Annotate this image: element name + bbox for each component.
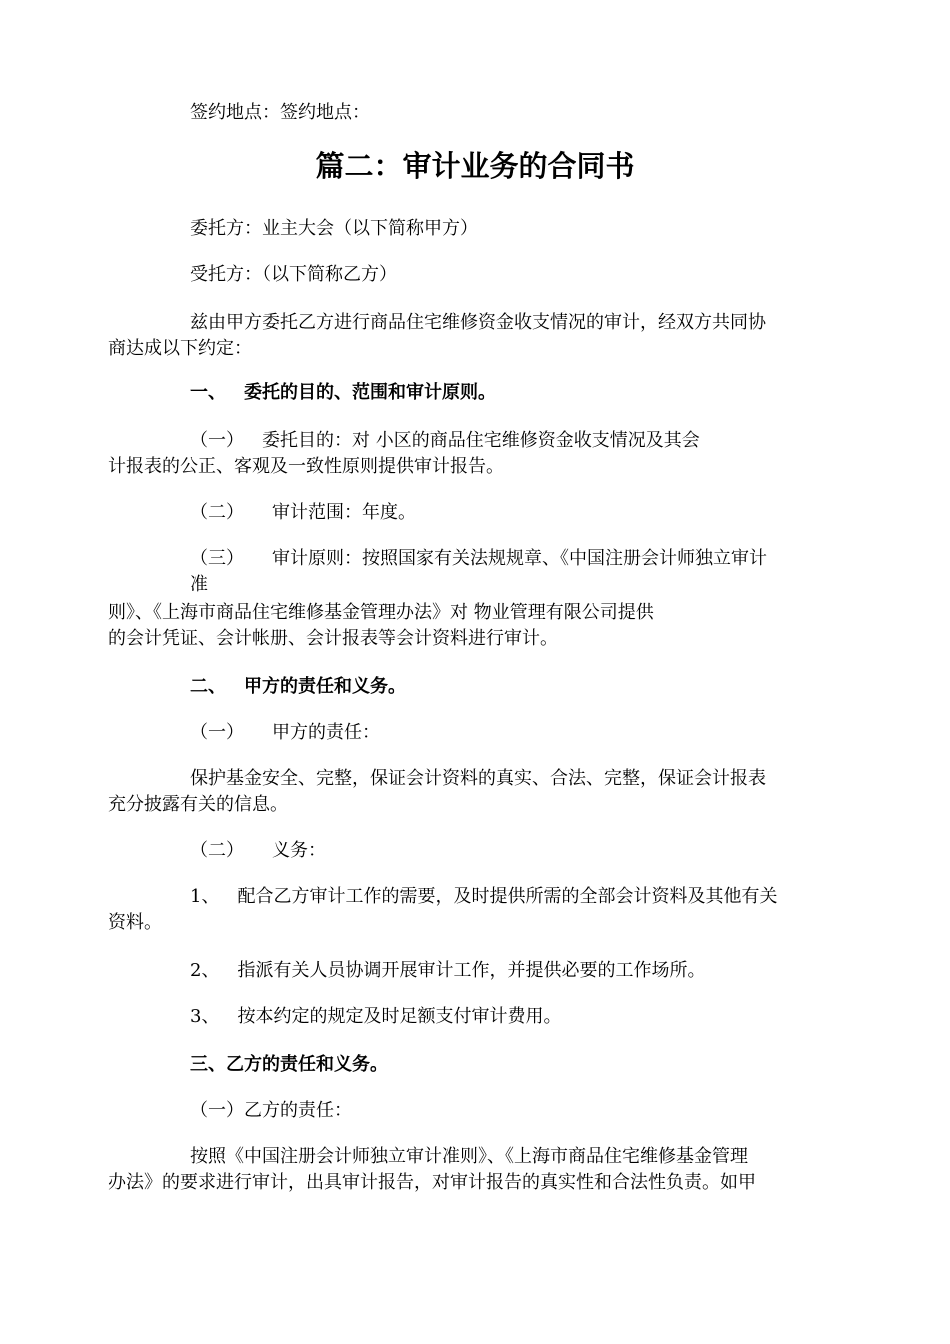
item-label: （二） (190, 502, 244, 523)
item-label: （三） (190, 548, 244, 569)
client-party: 委托方：业主大会（以下简称甲方） (190, 218, 478, 239)
section3-sub1: （一）乙方的责任： (190, 1100, 352, 1121)
section1-item2 (190, 500, 416, 526)
item-label: （二） (190, 840, 244, 861)
section1-item3-continued: 的会计凭证、会计帐册、会计报表等会计资料进行审计。 (108, 628, 558, 649)
duty-text: 指派有关人员协调开展审计工作，并提供必要的工作场所。 (237, 960, 706, 981)
section1-heading (190, 380, 496, 406)
section-title: 甲方的责任和义务。 (244, 676, 406, 697)
responsibility-line: 充分披露有关的信息。 (108, 794, 288, 815)
item-text: 审计原则：按照国家有关法规规章、《中国注册会计师独立审计 (272, 548, 767, 569)
section2-sub1 (190, 720, 380, 746)
duty-item-1-continued: 资料。 (108, 912, 162, 933)
responsibility-line: 保护基金安全、完整，保证会计资料的真实、合法、完整，保证会计报表 (190, 768, 766, 789)
item-text: 审计范围：年度。 (272, 502, 416, 523)
duty-item-2 (190, 958, 705, 984)
section1-item3-continued: 则》、《上海市商品住宅维修基金管理办法》对 物业管理有限公司提供 (108, 602, 654, 623)
section3-heading: 三、乙方的责任和义务。 (190, 1054, 388, 1075)
section2-heading (190, 674, 406, 700)
section-title: 委托的目的、范围和审计原则。 (244, 382, 496, 403)
document-title: 篇二：审计业务的合同书 (315, 149, 635, 183)
intro-paragraph-line: 兹由甲方委托乙方进行商品住宅维修资金收支情况的审计，经双方共同协 (190, 312, 766, 333)
section1-item3-continued: 准 (190, 574, 208, 595)
intro-paragraph-line: 商达成以下约定： (108, 338, 252, 359)
section-number: 二、 (190, 676, 226, 697)
contractor-party: 受托方：（以下简称乙方） (190, 264, 397, 285)
item-text: 义务： (272, 840, 326, 861)
signing-place: 签约地点：签约地点： (190, 102, 370, 123)
item-text: 甲方的责任： (272, 722, 380, 743)
duty-number: 3、 (190, 1006, 220, 1027)
section3-text-line: 按照《中国注册会计师独立审计准则》、《上海市商品住宅维修基金管理 (190, 1146, 748, 1167)
section1-item1-continued: 计报表的公正、客观及一致性原则提供审计报告。 (108, 456, 504, 477)
item-label: （一） (190, 430, 244, 451)
duty-text: 按本约定的规定及时足额支付审计费用。 (237, 1006, 562, 1027)
item-text: 委托目的：对 小区的商品住宅维修资金收支情况及其会 (262, 430, 700, 451)
duty-item-1 (190, 884, 777, 910)
section3-text-line: 办法》的要求进行审计，出具审计报告，对审计报告的真实性和合法性负责。如甲 (108, 1172, 756, 1193)
section2-sub2 (190, 838, 326, 864)
section1-item1 (190, 428, 700, 454)
duty-number: 2、 (190, 960, 220, 981)
duty-text: 配合乙方审计工作的需要，及时提供所需的全部会计资料及其他有关 (237, 886, 778, 907)
section-number: 一、 (190, 382, 226, 403)
item-label: （一） (190, 722, 244, 743)
section1-item3 (190, 546, 767, 572)
duty-number: 1、 (190, 886, 220, 907)
duty-item-3 (190, 1004, 561, 1030)
